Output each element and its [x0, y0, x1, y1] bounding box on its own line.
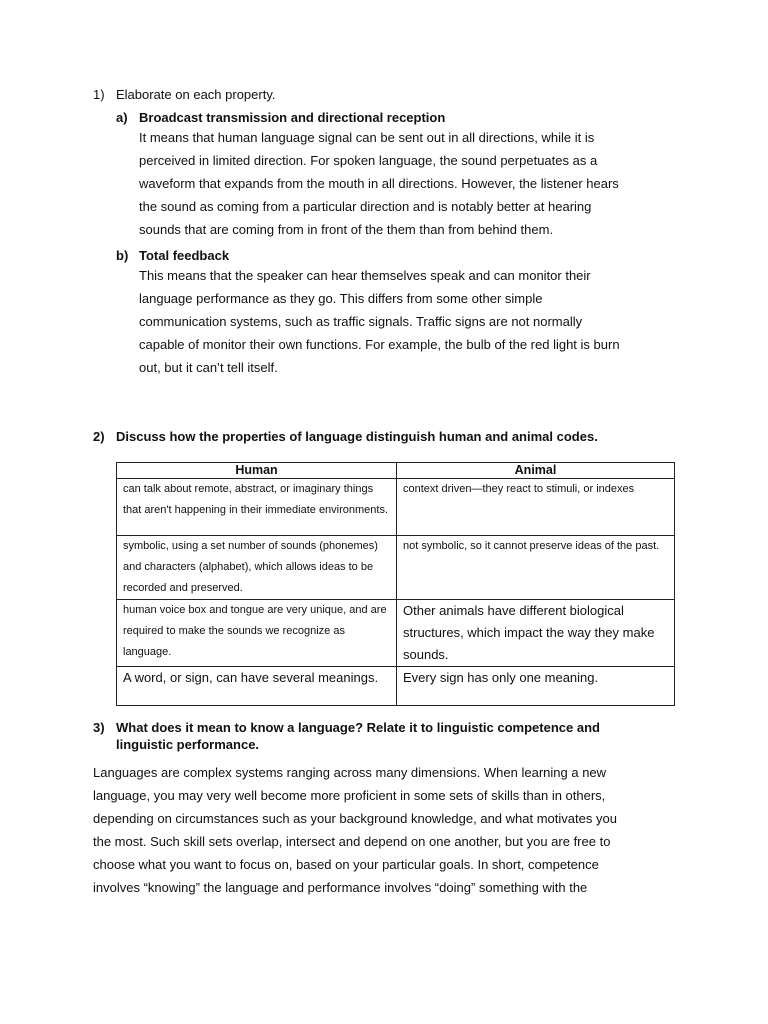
text-line: language, you may very well become more proficient in some sets of skills than in others,: [93, 788, 606, 803]
q1-number: 1): [93, 87, 105, 102]
header-animal: Animal: [397, 463, 675, 479]
cell-animal: context driven—they react to stimuli, or indexes: [397, 479, 675, 536]
q3-text-line1: What does it mean to know a language? Relate it to linguistic competence and: [116, 720, 600, 735]
cell-human: can talk about remote, abstract, or imaginary things that aren't happening in their immediate environments.: [117, 479, 397, 536]
table-row: [117, 600, 675, 667]
text-line: communication systems, such as traffic signals. Traffic signs are not normally: [139, 314, 583, 329]
q3-text-line2: linguistic performance.: [116, 737, 260, 752]
text-line: perceived in limited direction. For spoken language, the sound perpetuates as a: [139, 153, 598, 168]
text-line: language performance as they go. This differs from some other simple: [139, 291, 543, 306]
text-line: It means that human language signal can be sent out in all directions, while it is: [139, 130, 595, 145]
cell-human: A word, or sign, can have several meanings.: [117, 667, 397, 706]
q1b-title: Total feedback: [139, 248, 230, 263]
table-row: [117, 479, 675, 536]
q2-text: Discuss how the properties of language distinguish human and animal codes.: [116, 429, 598, 444]
q2-number: 2): [93, 429, 105, 444]
table-header-row: [117, 463, 675, 479]
cell-human: symbolic, using a set number of sounds (phonemes) and characters (alphabet), which allows ideas to be recorded and preserved.: [117, 536, 397, 600]
text-line: the sound as coming from a particular direction and is notably better at hearing: [139, 199, 592, 214]
q1-text: Elaborate on each property.: [116, 87, 276, 102]
comparison-table: [116, 462, 675, 706]
text-line: involves “knowing” the language and performance involves “doing” something with the: [93, 880, 588, 895]
q3-body: [93, 761, 617, 899]
text-line: Languages are complex systems ranging across many dimensions. When learning a new: [93, 765, 607, 780]
header-human: Human: [117, 463, 397, 479]
table-row: [117, 667, 675, 706]
cell-animal: Every sign has only one meaning.: [397, 667, 675, 706]
text-line: This means that the speaker can hear themselves speak and can monitor their: [139, 268, 591, 283]
table-row: [117, 536, 675, 600]
text-line: choose what you want to focus on, based on your particular goals. In short, competence: [93, 857, 599, 872]
text-line: waveform that expands from the mouth in all directions. However, the listener hears: [139, 176, 619, 191]
text-line: the most. Such skill sets overlap, intersect and depend on one another, but you are free to: [93, 834, 611, 849]
text-line: depending on circumstances such as your background knowledge, and what motivates you: [93, 811, 617, 826]
q1a-title: Broadcast transmission and directional reception: [139, 110, 446, 125]
text-line: capable of monitor their own functions. For example, the bulb of the red light is burn: [139, 337, 620, 352]
cell-human: human voice box and tongue are very unique, and are required to make the sounds we recognize as language.: [117, 600, 397, 667]
q1a-label: a): [116, 110, 128, 125]
cell-animal: Other animals have different biological structures, which impact the way they make sounds.: [397, 600, 675, 667]
q1a-body: [139, 126, 619, 241]
text-line: sounds that are coming from in front of the them than from behind them.: [139, 222, 554, 237]
q1b-label: b): [116, 248, 129, 263]
q3-number: 3): [93, 720, 105, 735]
cell-animal: not symbolic, so it cannot preserve ideas of the past.: [397, 536, 675, 600]
q1b-body: [139, 264, 620, 379]
text-line: out, but it can’t tell itself.: [139, 360, 278, 375]
